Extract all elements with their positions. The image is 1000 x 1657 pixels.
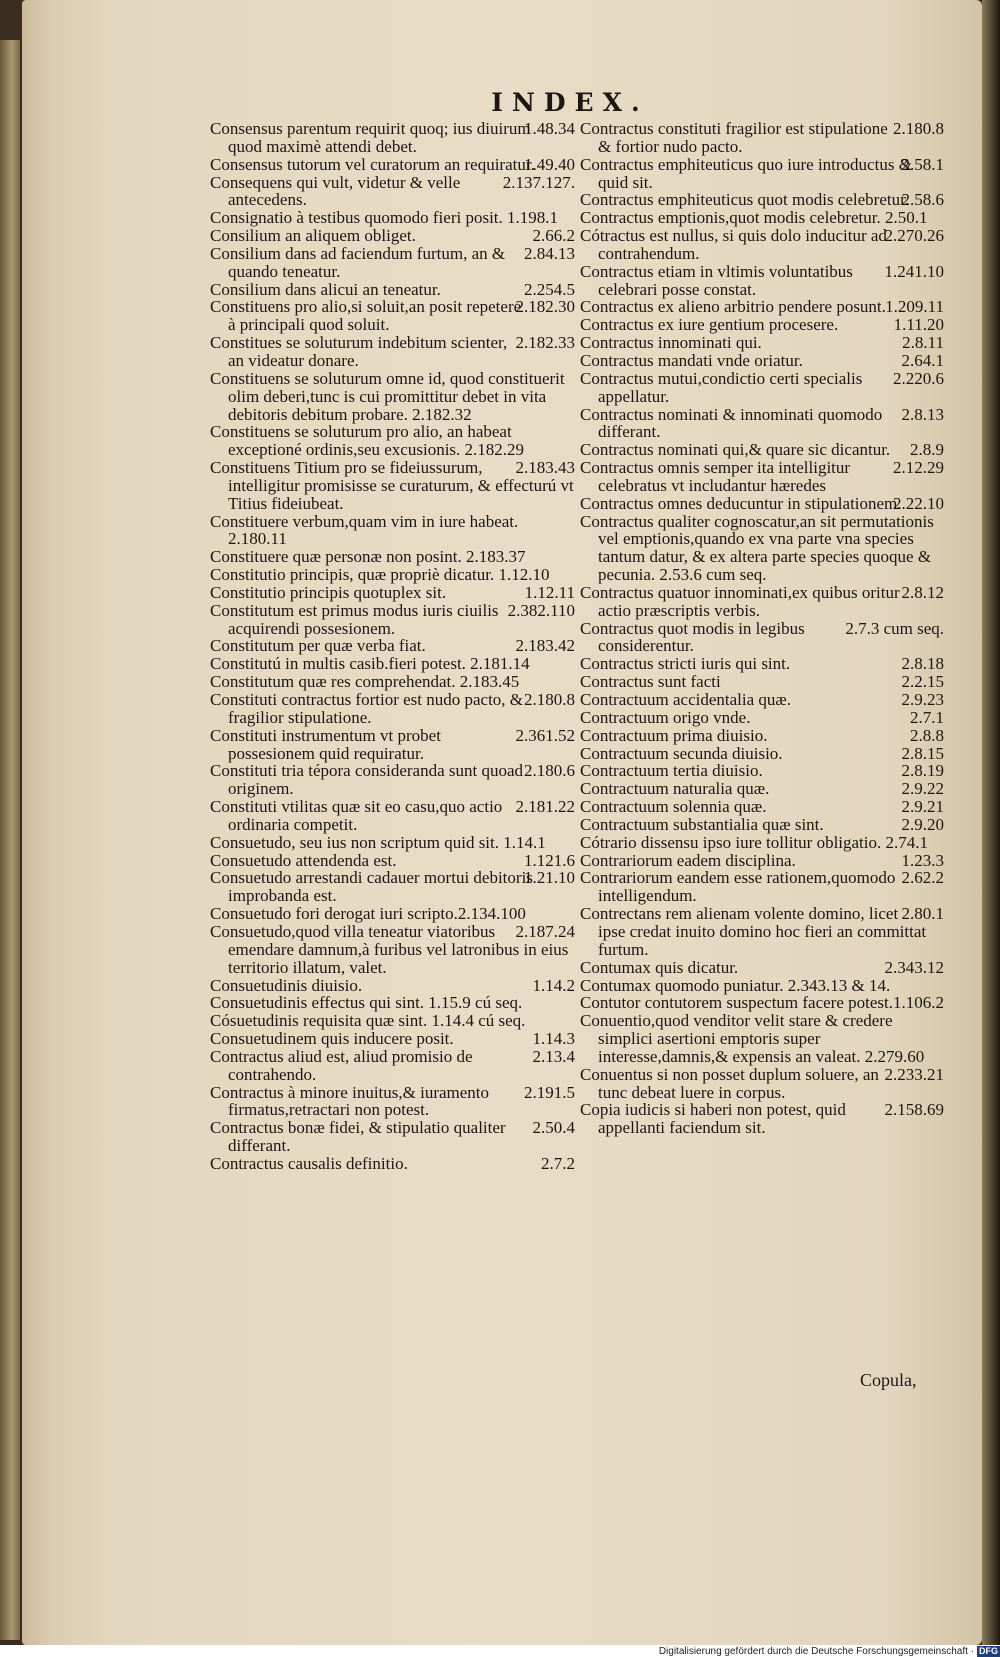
index-entry-text: Consensus parentum requirit quoq; ius diuirum quod maximè attendi debet. (210, 119, 531, 156)
index-entry (210, 281, 575, 299)
index-entry (210, 156, 575, 174)
index-entry-reference: 2.7.2 (541, 1153, 575, 1173)
index-entry-text: Contumax quomodo puniatur. 2.343.13 & 14. (580, 975, 891, 995)
index-entry (580, 209, 944, 227)
index-entry-reference: 2.233.21 (884, 1064, 944, 1084)
index-entry (210, 869, 575, 905)
index-entry-reference: 2.191.5 (524, 1082, 575, 1102)
index-entry-text: Consuetudinis effectus qui sint. 1.15.9 cú seq. (210, 993, 523, 1013)
index-entry (210, 174, 575, 210)
index-entry-reference: 1.241.10 (884, 261, 944, 281)
index-entry-text: Contractus emphiteuticus quo iure introductus & quid sit. (580, 154, 912, 192)
index-entry-text: Consuetudinem quis inducere posit. (210, 1029, 454, 1049)
index-entry (580, 370, 944, 406)
index-entry-reference: 2.182.33 (515, 333, 575, 353)
index-entry (580, 227, 944, 263)
index-entry (580, 762, 944, 780)
index-entry-text: Copia iudicis si haberi non potest, quid appellanti faciendum sit. (580, 1100, 846, 1138)
index-entry (210, 245, 575, 281)
index-entry-reference: 2.8.13 (901, 404, 944, 424)
index-entry (210, 1012, 575, 1030)
index-entry (210, 655, 575, 673)
index-entry-text: Consensus tutorum vel curatorum an requiratur. (210, 154, 535, 174)
dfg-logo: DFG (979, 1646, 998, 1656)
index-entry-text: Constituere verbum,quam vim in iure habeat. 2.180.11 (210, 511, 519, 549)
index-entry-text: Contractus à minore inuitus,& iuramento firmatus,retractari non potest. (210, 1082, 490, 1120)
index-entry-reference: 2.8.8 (910, 725, 944, 745)
index-entry-text: Constituens se soluturum pro alio, an habeat exceptioné ordinis,seu excusionis. 2.182.29 (210, 422, 525, 460)
index-entry (210, 977, 575, 995)
index-entry-reference: 2.7.1 (910, 707, 944, 727)
index-entry (580, 406, 944, 442)
index-entry-text: Cótractus est nullus, si quis dolo inducitur ad contrahendum. (580, 226, 887, 263)
index-entry-text: Constituti vtilitas quæ sit eo casu,quo actio ordinaria competit. (210, 797, 503, 834)
index-entry (580, 959, 944, 977)
index-entry-text: Consuetudo arrestandi cadauer mortui debitoris improbanda est. (210, 868, 533, 906)
index-column-left (210, 120, 575, 1173)
index-entry (210, 584, 575, 602)
index-entry (210, 691, 575, 727)
index-entry (210, 762, 575, 798)
index-entry-text: Constituens Titium pro se fideiussurum, intelligitur promisisse se curaturum, & effecturú vt Titius fideiubeat. (210, 458, 574, 513)
index-entry-reference: 1.209.11 (885, 297, 944, 317)
index-entry (580, 334, 944, 352)
index-entry-reference: 2.343.12 (884, 957, 944, 977)
index-entry (580, 994, 944, 1012)
index-entry-text: Constituere quæ personæ non posint. 2.183.37 (210, 547, 526, 567)
index-entry (580, 869, 944, 905)
index-entry (580, 673, 944, 691)
index-entry-text: Contractus stricti iuris qui sint. (580, 654, 791, 674)
index-entry-reference: 2.58.1 (901, 154, 944, 174)
index-entry-reference: 2.187.24 (515, 921, 575, 941)
index-entry (210, 852, 575, 870)
index-entry-text: Contractus quatuor innominati,ex quibus oritur actio præscriptis verbis. (580, 582, 900, 620)
index-entry-text: Contractus omnes deducuntur in stipulationem. (580, 493, 902, 513)
index-entry-text: Contumax quis dicatur. (580, 957, 739, 977)
index-entry-reference: 2.9.22 (901, 779, 944, 799)
index-entry-text: Constituti tria tépora consideranda sunt quoad originem. (210, 761, 524, 799)
index-entry-text: Contractuum naturalia quæ. (580, 779, 770, 799)
index-entry-text: Contractuum substantialia quæ sint. (580, 814, 824, 834)
index-entry (210, 673, 575, 691)
index-entry-text: Contractus ex alieno arbitrio pendere posunt. (580, 297, 886, 317)
index-entry-text: Contractus mutui,condictio certi specialis appellatur. (580, 368, 863, 406)
index-entry (580, 727, 944, 745)
index-entry (210, 1030, 575, 1048)
index-entry (210, 602, 575, 638)
index-entry-text: Contractus sunt facti (580, 672, 721, 692)
index-entry (210, 423, 575, 459)
digitization-footer (605, 1646, 1000, 1657)
index-entry (580, 780, 944, 798)
index-entry-text: Contractus quot modis in legibus considerentur. (580, 618, 805, 656)
index-entry-text: Constituti instrumentum vt probet possesionem quid requiratur. (210, 725, 441, 763)
index-entry-text: Consuetudo attendenda est. (210, 850, 397, 870)
index-entry-reference: 2.8.9 (910, 440, 944, 460)
index-entry-text: Contractuum tertia diuisio. (580, 761, 763, 781)
index-entry-text: Contrectans rem alienam volente domino, licet ipse credat inuito domino hoc fieri an committat furtum. (580, 904, 927, 959)
index-entry-text: Consilium an aliquem obliget. (210, 226, 416, 246)
index-entry-reference: 2.13.4 (532, 1046, 575, 1066)
index-entry (580, 263, 944, 299)
index-entry-reference: 2.9.21 (901, 797, 944, 817)
index-entry-text: Contractus nominati qui,& quare sic dicantur. (580, 440, 891, 460)
index-entry-text: Constitutio principis, quæ propriè dicatur. 1.12.10 (210, 565, 550, 585)
index-entry-reference: 2.80.1 (901, 904, 944, 924)
index-entry-text: Contractus constituti fragilior est stipulatione & fortior nudo pacto. (580, 119, 888, 156)
index-entry-reference: 1.23.3 (901, 850, 944, 870)
index-entry (210, 994, 575, 1012)
index-entry-reference: 2.64.1 (901, 350, 944, 370)
index-entry-reference: 2.9.20 (901, 814, 944, 834)
page-header: INDEX. (491, 88, 649, 117)
index-entry-reference: 2.62.2 (901, 868, 944, 888)
index-entry-text: Contractuum accidentalia quæ. (580, 690, 792, 709)
index-entry-text: Constitues se soluturum indebitum scienter, an videatur donare. (210, 333, 508, 370)
index-entry-text: Contractus etiam in vltimis voluntatibus celebrari posse constat. (580, 261, 853, 299)
index-column-right (580, 120, 944, 1137)
index-entry (580, 352, 944, 370)
index-entry-reference: 2.8.12 (901, 582, 944, 602)
index-entry-reference: 2.220.6 (893, 368, 944, 388)
index-entry (210, 798, 575, 834)
index-entry-reference: 2.66.2 (532, 226, 575, 246)
index-entry (210, 298, 575, 334)
page-right-shadow (982, 0, 1000, 1645)
index-entry (580, 816, 944, 834)
index-entry-text: Contractus qualiter cognoscatur,an sit permutationis vel emptionis,quando ex vna parte vna species tantum datur, & ex altera parte species quoque & pecunia. 2.53.6 cum seq. (580, 511, 934, 585)
index-entry (210, 513, 575, 549)
index-entry (210, 370, 575, 424)
index-entry (580, 852, 944, 870)
index-entry (210, 548, 575, 566)
index-entry (210, 334, 575, 370)
index-entry-reference: 2.8.15 (901, 743, 944, 763)
index-entry-text: Contractuum solennia quæ. (580, 797, 767, 817)
index-entry-text: Contractus innominati qui. (580, 333, 762, 353)
index-entry-text: Contractuum secunda diuisio. (580, 743, 783, 763)
index-entry-reference: 2.8.11 (902, 333, 944, 353)
index-entry-text: Consuetudo fori derogat iuri scripto.2.134.100 (210, 904, 526, 924)
index-entry-text: Constitutio principis quotuplex sit. (210, 582, 447, 602)
index-entry-text: Constitutum quæ res comprehendat. 2.183.45 (210, 672, 520, 692)
index-entry-text: Constitutum per quæ verba fiat. (210, 636, 426, 656)
index-entry (210, 120, 575, 156)
index-entry-text: Contractuum prima diuisio. (580, 725, 768, 745)
index-entry-reference: 2.361.52 (515, 725, 575, 745)
index-entry-text: Contractus emphiteuticus quot modis celebretur. (580, 190, 910, 210)
index-entry (580, 905, 944, 959)
index-entry-text: Contrariorum eadem disciplina. (580, 850, 796, 870)
index-entry (580, 191, 944, 209)
index-entry-text: Consuetudo, seu ius non scriptum quid sit. 1.14.1 (210, 832, 546, 852)
index-entry-text: Cótrario dissensu ipso iure tollitur obligatio. 2.74.1 (580, 832, 929, 852)
index-entry-text: Consilium dans alicui an teneatur. (210, 279, 441, 299)
index-entry-reference: 2.58.6 (901, 190, 944, 210)
index-entry-text: Contractus mandati vnde oriatur. (580, 350, 803, 370)
index-entry-reference: 2.180.6 (524, 761, 575, 781)
index-entry (210, 1119, 575, 1155)
index-entry-text: Consilium dans ad faciendum furtum, an & quando teneatur. (210, 243, 506, 281)
index-entry-reference: 1.14.3 (532, 1029, 575, 1049)
index-entry-reference: 1.21.10 (524, 868, 575, 888)
catchword: Copula, (860, 1370, 917, 1390)
index-entry (580, 120, 944, 156)
index-entry (580, 709, 944, 727)
index-entry-reference: 2.181.22 (515, 797, 575, 817)
index-entry-reference: 2.8.18 (901, 654, 944, 674)
index-entry-reference: 1.14.2 (532, 975, 575, 995)
index-entry (210, 1048, 575, 1084)
index-entry (580, 513, 944, 584)
index-entry-reference: 2.8.19 (901, 761, 944, 781)
index-entry-text: Contractus emptionis,quot modis celebretur. 2.50.1 (580, 208, 928, 228)
index-entry (580, 834, 944, 852)
index-entry (580, 495, 944, 513)
index-entry (210, 1155, 575, 1173)
index-entry (210, 566, 575, 584)
index-entry (210, 834, 575, 852)
index-entry-reference: 2.180.8 (893, 119, 944, 138)
index-entry (580, 584, 944, 620)
index-entry-reference: 2.9.23 (901, 690, 944, 709)
index-entry-reference: 2.158.69 (884, 1100, 944, 1120)
index-entry-reference: 2.84.13 (524, 243, 575, 263)
index-entry-text: Contractus causalis definitio. (210, 1153, 408, 1173)
index-entry (580, 1012, 944, 1066)
index-entry-reference: 2.137.127. (502, 172, 575, 192)
index-entry-text: Contractus omnis semper ita intelligitur celebratus vt includantur hæredes (580, 458, 851, 495)
index-entry-text: Cósuetudinis requisita quæ sint. 1.14.4 cú seq. (210, 1011, 526, 1031)
index-entry (210, 637, 575, 655)
index-entry (580, 620, 944, 656)
index-entry-reference: 2.7.3 cum seq. (845, 618, 944, 638)
index-entry (580, 1066, 944, 1102)
index-entry-reference: 1.106.2 (893, 993, 944, 1013)
index-entry (580, 798, 944, 816)
index-entry-text: Constituens pro alio,si soluit,an posit repetere à principali quod soluit. (210, 297, 522, 335)
index-entry-reference: 2.254.5 (524, 279, 575, 299)
index-entry (210, 209, 575, 227)
index-entry-text: Contractus bonæ fidei, & stipulatio qualiter differant. (210, 1118, 506, 1156)
index-entry (580, 745, 944, 763)
index-entry-reference: 2.2.15 (901, 672, 944, 692)
index-entry (580, 298, 944, 316)
index-entry (210, 459, 575, 513)
index-entry-reference: 1.11.20 (893, 315, 944, 335)
index-entry-text: Contrariorum eandem esse rationem,quomodo intelligendum. (580, 868, 896, 906)
index-entry-reference: 2.22.10 (893, 493, 944, 513)
index-entry-reference: 2.12.29 (893, 458, 944, 478)
index-entry (210, 905, 575, 923)
index-entry-reference: 2.50.4 (532, 1118, 575, 1138)
index-entry-reference: 1.12.11 (524, 582, 575, 602)
index-entry-text: Contractus ex iure gentium procesere. (580, 315, 839, 335)
index-entry-reference: 1.48.34 (524, 119, 575, 138)
index-entry (580, 977, 944, 995)
index-entry-text: Contractus nominati & innominati quomodo differant. (580, 404, 883, 442)
index-entry-text: Contractus aliud est, aliud promisio de contrahendo. (210, 1046, 473, 1084)
index-entry-text: Contractuum origo vnde. (580, 707, 751, 727)
index-entry-text: Consignatio à testibus quomodo fieri posit. 1.198.1 (210, 208, 559, 228)
index-entry (580, 459, 944, 495)
index-entry (580, 655, 944, 673)
index-entry-reference: 2.183.43 (515, 458, 575, 478)
index-entry (580, 1101, 944, 1137)
index-entry (210, 923, 575, 977)
index-entry-text: Constitutú in multis casib.fieri potest. 2.181.14 (210, 654, 530, 674)
index-entry-text: Constituti contractus fortior est nudo pacto, & fragilior stipulatione. (210, 690, 524, 727)
index-entry (580, 441, 944, 459)
index-entry-reference: 2.382.110 (507, 600, 575, 620)
index-entry-text: Consuetudinis diuisio. (210, 975, 363, 995)
index-entry (580, 316, 944, 334)
book-spine-edge (0, 40, 20, 1640)
index-entry-reference: 2.183.42 (515, 636, 575, 656)
index-entry (210, 227, 575, 245)
index-entry (580, 156, 944, 192)
index-entry (210, 1084, 575, 1120)
index-entry-reference: 1.121.6 (524, 850, 575, 870)
index-entry-reference: 2.270.26 (884, 226, 944, 246)
index-entry-text: Consuetudo,quod villa teneatur viatoribus emendare damnum,à furibus vel latronibus in eius territorio illatum, valet. (210, 921, 569, 977)
index-entry (580, 691, 944, 709)
index-entry-text: Conuentus si non posset duplum soluere, an tunc debeat luere in corpus. (580, 1064, 879, 1102)
footer-text: Digitalisierung gefördert durch die Deutsche Forschungsgemeinschaft · (658, 1646, 974, 1657)
index-entry-text: Constitutum est primus modus iuris ciuilis acquirendi possesionem. (210, 600, 499, 638)
index-entry-text: Consequens qui vult, videtur & velle antecedens. (210, 172, 461, 210)
index-entry-reference: 1.49.40 (524, 154, 575, 174)
index-entry-reference: 2.180.8 (524, 690, 575, 709)
index-entry-reference: 2.182.30 (515, 297, 575, 317)
index-entry-text: Conuentio,quod venditor velit stare & credere simplici asertioni emptoris super interesse,damnis,& expensis an valeat. 2.279.60 (580, 1011, 925, 1066)
index-entry-text: Constituens se soluturum omne id, quod constituerit olim deberi,tunc is cui promittitur debet in vita debitoris debitum probare. 2.182.32 (210, 368, 565, 424)
index-entry (210, 727, 575, 763)
index-entry-text: Contutor contutorem suspectum facere potest. (580, 993, 893, 1013)
